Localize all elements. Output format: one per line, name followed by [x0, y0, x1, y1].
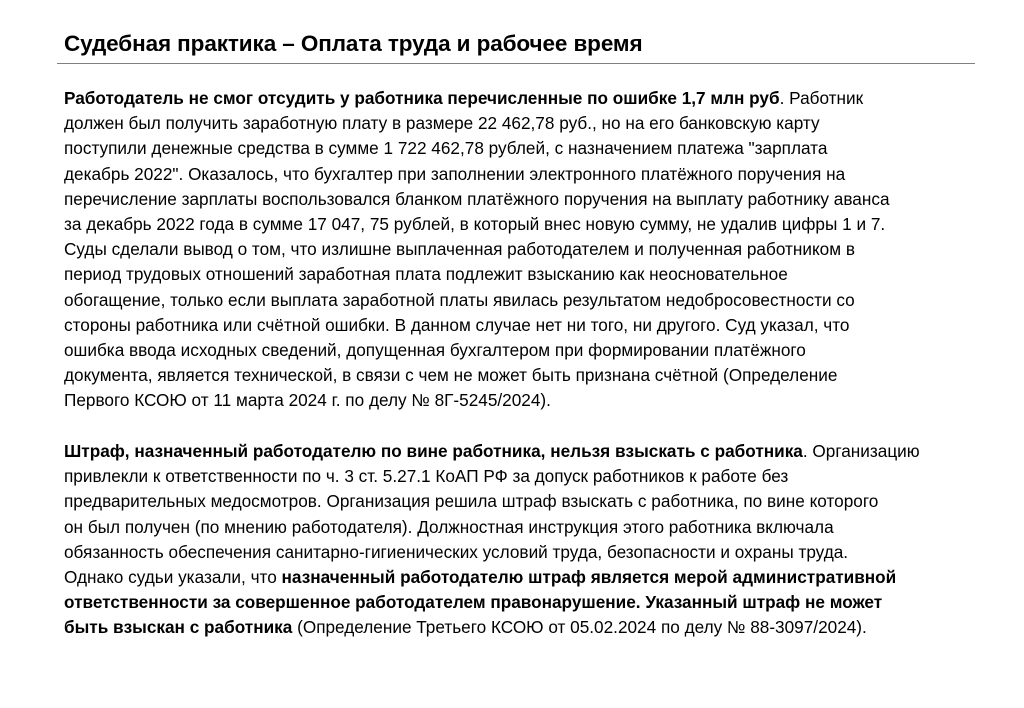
text-line: за декабрь 2022 года в сумме 17 047, 75 рублей, в который внес новую сумму, не удалив цифры 1 и 7. [64, 214, 886, 235]
text-line: обязанность обеспечения санитарно-гигиенических условий труда, безопасности и охраны труда. [64, 541, 849, 562]
case-headline: Штраф, назначенный работодателю по вине работника, нельзя взыскать с работника [64, 441, 803, 461]
text-line: перечисление зарплаты воспользовался бланком платёжного поручения на выплату работнику аванса [64, 188, 890, 209]
text-line: должен был получить заработную плату в размере 22 462,78 руб., но на его банковскую карту [64, 113, 820, 134]
text-line: стороны работника или счётной ошибки. В данном случае нет ни того, ни другого. Суд указал, что [64, 314, 850, 335]
text-line: поступили денежные средства в сумме 1 722 462,78 рублей, с назначением платежа "зарплата [64, 138, 828, 159]
text-line: документа, является технической, в связи с чем не может быть признана счётной (Определение [64, 365, 838, 386]
text-line: он был получен (по мнению работодателя). Должностная инструкция этого работника включала [64, 516, 834, 537]
text-line: Штраф, назначенный работодателю по вине работника, нельзя взыскать с работника. Организацию [64, 441, 920, 461]
case-paragraph-fine [64, 439, 994, 641]
text-line: декабрь 2022". Оказалось, что бухгалтер при заполнении электронного платёжного поручения на [64, 163, 846, 184]
text-line: период трудовых отношений заработная плата подлежит взысканию как неосновательное [64, 264, 788, 285]
text-line: Суды сделали вывод о том, что излишне выплаченная работодателем и полученная работником в [64, 239, 855, 260]
text-line: предварительных медосмотров. Организация решила штраф взыскать с работника, по вине которого [64, 491, 879, 512]
text-line: Первого КСОЮ от 11 марта 2024 г. по делу № 8Г-5245/2024). [64, 390, 551, 411]
emphasis-text: ответственности за совершенное работодателем правонарушение. Указанный штраф не может [64, 592, 883, 613]
text-line: Работодатель не смог отсудить у работника перечисленные по ошибке 1,7 млн руб. Работник [64, 88, 864, 108]
text-line: ошибка ввода исходных сведений, допущенная бухгалтером при формировании платёжного [64, 340, 806, 361]
page-title: Судебная практика – Оплата труда и рабочее время [64, 31, 643, 56]
text-line: быть взыскан с работника (Определение Третьего КСОЮ от 05.02.2024 по делу № 88-3097/2024). [64, 617, 867, 638]
emphasis-text: быть взыскан с работника [64, 617, 293, 638]
text-line: привлекли к ответственности по ч. 3 ст. 5.27.1 КоАП РФ за допуск работников к работе без [64, 466, 789, 487]
text-line: Однако судьи указали, что назначенный работодателю штраф является мерой административной [64, 567, 897, 588]
case-headline: Работодатель не смог отсудить у работника перечисленные по ошибке 1,7 млн руб [64, 88, 780, 108]
emphasis-text: назначенный работодателю штраф является мерой административной [281, 567, 897, 588]
case-paragraph-overpayment [64, 86, 994, 414]
text-line: обогащение, только если выплата заработной платы явилась результатом недобросовестности со [64, 289, 855, 310]
title-divider [57, 63, 975, 64]
text-line [64, 590, 994, 615]
